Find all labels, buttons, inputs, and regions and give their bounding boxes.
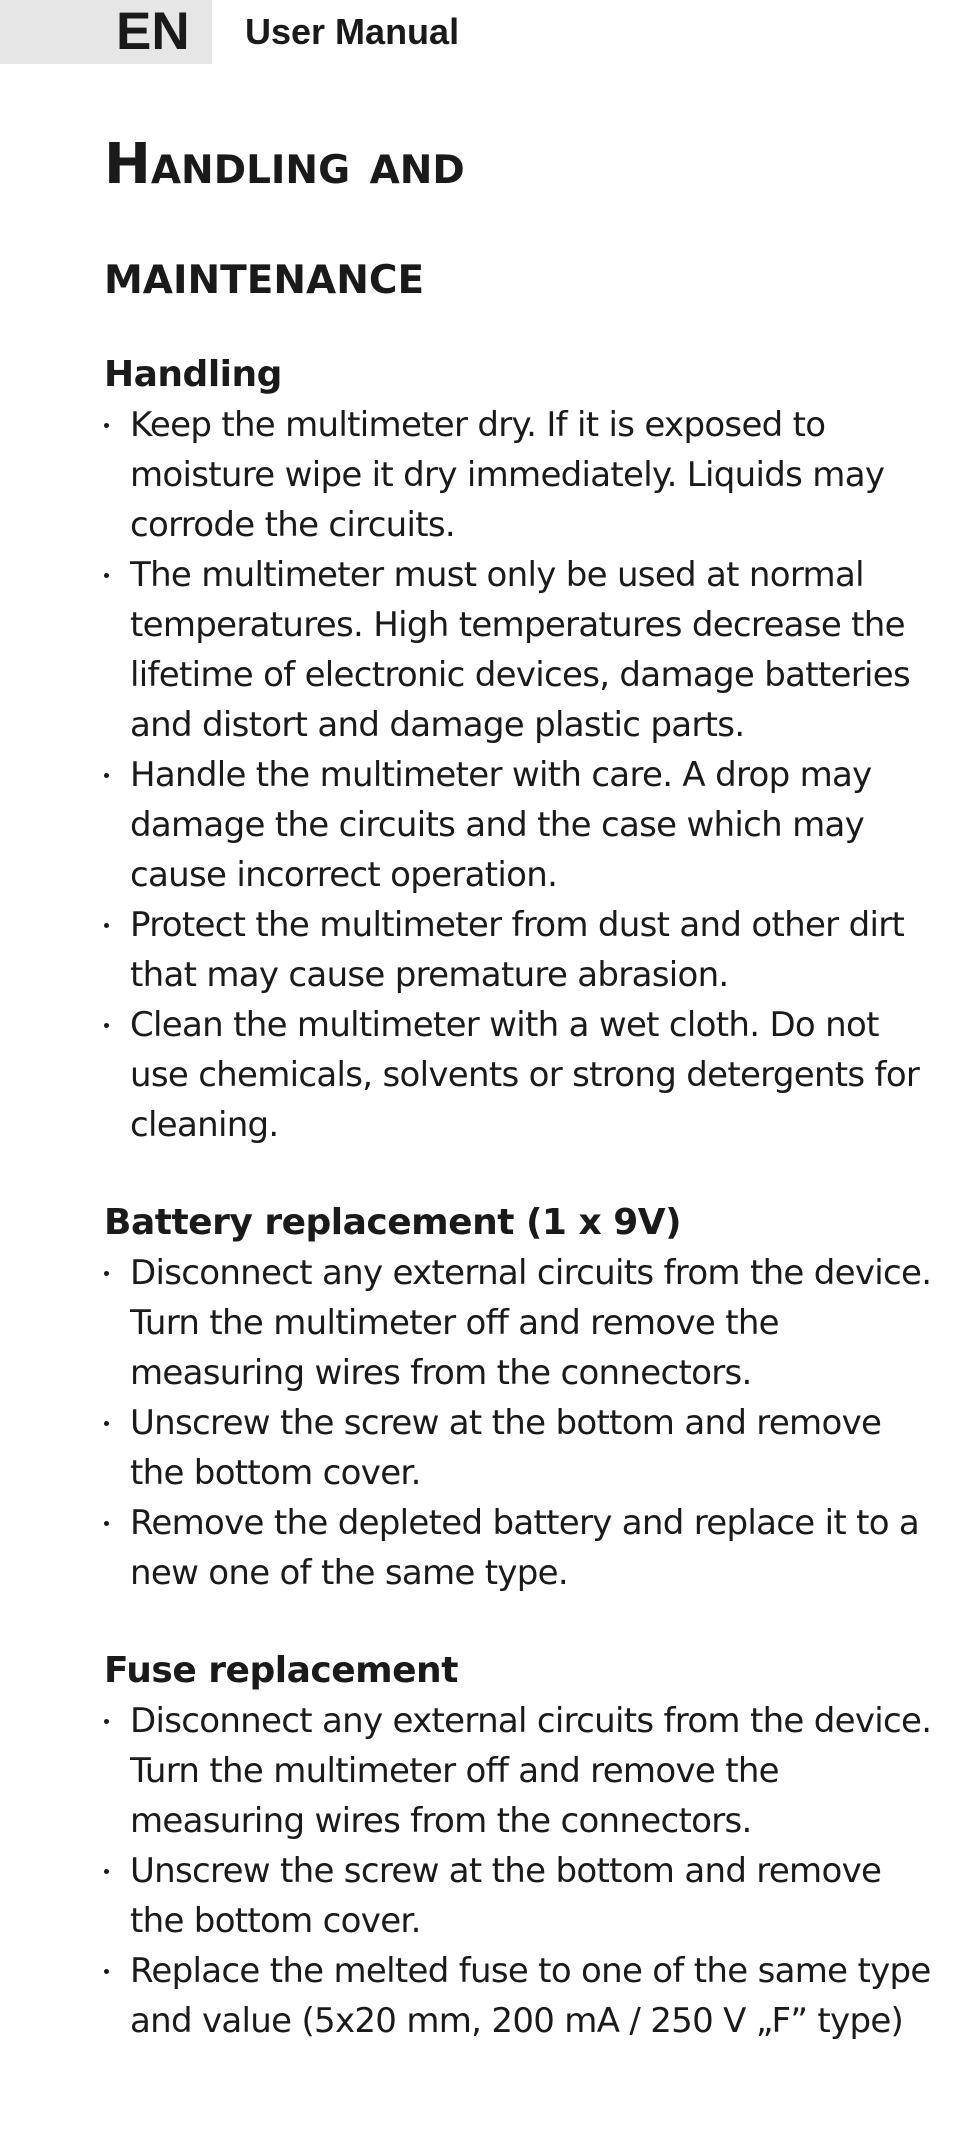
list-item-text: Protect the multimeter from dust and other dirt that may cause premature abrasion. — [130, 905, 905, 995]
section-fuse-replacement — [104, 1646, 944, 2046]
list-item-text: Disconnect any external circuits from the device. Turn the multimeter off and remove the measuring wires from the connectors. — [130, 1253, 932, 1393]
bullet-icon — [104, 923, 109, 928]
section-heading: Handling — [104, 354, 282, 395]
list-item — [104, 1398, 944, 1498]
list-item — [104, 750, 944, 900]
list-item-text: Handle the multimeter with care. A drop may damage the circuits and the case which may cause incorrect operation. — [130, 755, 872, 895]
list-item — [104, 1846, 944, 1946]
bullet-list — [104, 1248, 944, 1598]
list-item-text: Replace the melted fuse to one of the same type and value (5x20 mm, 200 mA / 250 V „F” type) — [130, 1951, 931, 2041]
bullet-icon — [104, 773, 109, 778]
bullet-icon — [104, 1421, 109, 1426]
bullet-icon — [104, 1521, 109, 1526]
main-content — [104, 350, 944, 2046]
list-item-text: Unscrew the screw at the bottom and remove the bottom cover. — [130, 1403, 882, 1493]
bullet-icon — [104, 1969, 109, 1974]
list-item — [104, 1946, 944, 2046]
page-title-line-2: maintenance — [104, 242, 425, 307]
list-item — [104, 1000, 944, 1150]
list-item — [104, 900, 944, 1000]
language-tab — [0, 0, 212, 64]
list-item-text: Disconnect any external circuits from the device. Turn the multimeter off and remove the measuring wires from the connectors. — [130, 1701, 932, 1841]
list-item-text: Remove the depleted battery and replace it to a new one of the same type. — [130, 1503, 920, 1593]
page-header — [0, 0, 960, 66]
list-item — [104, 1696, 944, 1846]
language-code: EN — [116, 2, 190, 61]
list-item — [104, 1248, 944, 1398]
list-item-text: The multimeter must only be used at normal temperatures. High temperatures decrease the lifetime of electronic devices, damage batteries and distort and damage plastic parts. — [130, 555, 910, 745]
bullet-icon — [104, 423, 109, 428]
list-item — [104, 400, 944, 550]
section-battery-replacement — [104, 1198, 944, 1598]
list-item-text: Clean the multimeter with a wet cloth. Do not use chemicals, solvents or strong detergents for cleaning. — [130, 1005, 920, 1145]
bullet-icon — [104, 1023, 109, 1028]
document-type-label: User Manual — [245, 11, 460, 52]
list-item — [104, 1498, 944, 1598]
bullet-icon — [104, 1869, 109, 1874]
page-title — [104, 110, 924, 330]
section-handling — [104, 350, 944, 1150]
list-item — [104, 550, 944, 750]
bullet-icon — [104, 1719, 109, 1724]
page-title-line-1: Handling and — [104, 132, 465, 197]
bullet-list — [104, 400, 944, 1150]
section-heading: Fuse replacement — [104, 1650, 458, 1691]
list-item-text: Unscrew the screw at the bottom and remove the bottom cover. — [130, 1851, 882, 1941]
section-heading: Battery replacement (1 x 9V) — [104, 1202, 682, 1243]
bullet-icon — [104, 1271, 109, 1276]
bullet-icon — [104, 573, 109, 578]
list-item-text: Keep the multimeter dry. If it is exposed to moisture wipe it dry immediately. Liquids may corrode the circuits. — [130, 405, 885, 545]
bullet-list — [104, 1696, 944, 2046]
